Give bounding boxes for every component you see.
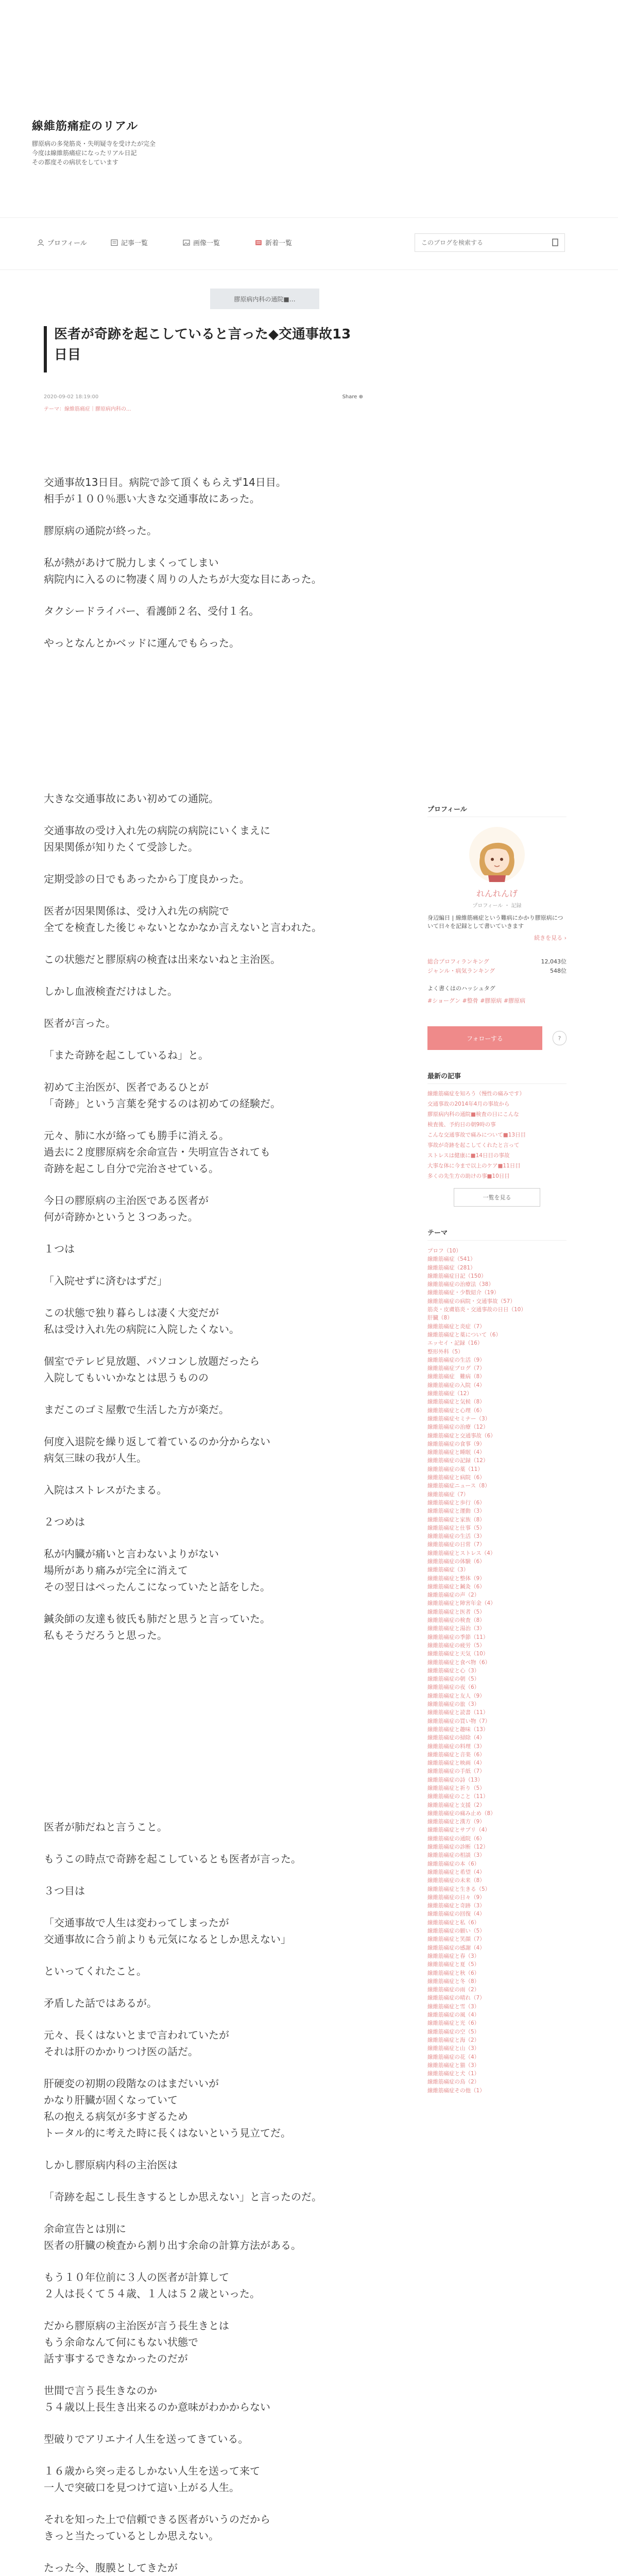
paragraph-line: しかし血液検査だけはした。 [44,985,178,997]
nav-news-list[interactable] [255,238,292,247]
theme-link[interactable]: 線維筋痛症と鍼灸（6） [427,1583,485,1590]
article-paragraph [44,2431,363,2447]
theme-link[interactable]: 線維筋痛症（541） [427,1256,476,1263]
article-paragraph [44,1127,363,1177]
search-input[interactable] [420,234,546,251]
paragraph-line: 私は受け入れ先の病院に入院したくない。 [44,1323,239,1335]
article-paragraph [44,1514,363,1530]
paragraph-line: きっと当たっているとしか思えない。 [44,2530,219,2542]
paragraph-line: 場所があり痛みが完全に消えて [44,1564,188,1577]
news-icon [255,239,262,246]
paragraph-line: 個室でテレビ見放題、パソコンし放題だったら [44,1355,260,1367]
article-paragraph [44,635,363,651]
article-paragraph [44,951,363,968]
theme-list [427,1247,566,2095]
article-paragraph [44,2560,363,2576]
theme-link[interactable]: 線維筋痛症と心理（6） [427,1407,485,1414]
theme-link[interactable]: 線維筋痛症の記録（12） [427,1458,489,1464]
theme-link[interactable]: 線維筋痛症と雪（3） [427,2003,480,2010]
theme-link[interactable]: 線維筋痛症と犬（1） [427,2071,480,2077]
paragraph-line: それは肝のかかりつけ医の話だ。 [44,2045,198,2058]
theme-link[interactable]: 線維筋痛症と映画（4） [427,1760,485,1767]
paragraph-line: １つは [44,1243,75,1255]
paragraph-line: それを知った上で信頼できる医者がいうのだから [44,2513,270,2526]
theme-link[interactable]: 線維筋痛症と夏（5） [427,1961,480,1968]
article-paragraph [44,1401,363,1418]
recent-article-link[interactable]: 大事な体に今まで以上のケア■11日目 [427,1163,521,1169]
theme-link[interactable]: 線維筋痛症の疲労（5） [427,1642,485,1649]
person-icon [37,239,44,246]
theme-link[interactable]: 線維筋痛症の願い（5） [427,1928,485,1935]
theme-link[interactable]: 線維筋痛症と漢方（9） [427,1819,485,1825]
theme-link[interactable]: 線維筋痛症と食べ物（6） [427,1659,491,1666]
paragraph-line: 交通事故に合う前よりも元気になるとしか思えない」 [44,1933,291,1945]
profile-subtitle[interactable]: プロフィール ・ 記録 [472,903,522,909]
theme-link[interactable]: 線維筋痛症 難病（8） [427,1374,485,1380]
nav-image-list[interactable] [183,238,220,247]
paragraph-line: 私もそうだろうと思った。 [44,1629,167,1641]
paragraph-line: 医者が言った。 [44,1017,116,1029]
theme-link[interactable]: 線維筋痛症と笑顔（7） [427,1936,485,1943]
theme-link[interactable]: 線維筋痛症ニュース（8） [427,1483,490,1489]
paragraph-line: まだこのゴミ屋敷で生活した方が楽だ。 [44,1403,229,1416]
theme-link[interactable]: 線維筋痛症と整体（9） [427,1575,485,1582]
recent-list [427,1090,566,1180]
profile-more-link[interactable]: 続きを見る › [534,935,566,941]
theme-link[interactable]: 線維筋痛症（7） [427,1491,469,1498]
paragraph-line: 何が奇跡かというと３つあった。 [44,1211,198,1223]
paragraph-line: 交通事故の受け入れ先の病院の病院にいくまえに [44,824,270,837]
article-paragraph [44,603,363,619]
site-description [32,139,156,167]
paragraph-line: 膠原病の通院が終った。 [44,524,157,537]
theme-link[interactable]: 線維筋痛症セミナー（3） [427,1415,491,1422]
paragraph-line: 病院内に入るのに物凄く周りの人たちが大変な目にあった。 [44,573,322,585]
article-paragraph [44,1273,363,1289]
article-paragraph [44,2382,363,2415]
paragraph-line: ２つめは [44,1516,85,1528]
theme-link[interactable]: 線維筋痛症と秋（6） [427,1970,480,1976]
theme-link[interactable]: 線維筋痛症の夜（6） [427,1684,480,1691]
theme-link[interactable]: 線維筋痛症の入院（4） [427,1382,485,1388]
paragraph-line: 初めて主治医が、医者であるひとが [44,1081,209,1093]
theme-link[interactable]: 線維筋痛症と光（6） [427,2020,480,2027]
theme-link[interactable]: 線維筋痛症の風（4） [427,2012,480,2019]
theme-link[interactable]: 線維筋痛症と私（6） [427,1919,480,1926]
hashtag-list[interactable]: #ショーグン #整骨 #膠原病 #膠原病 [427,997,526,1004]
paragraph-line: 元々、長くはないとまで言われていたが [44,2029,229,2041]
theme-link[interactable]: 線維筋痛症と歩行（6） [427,1499,485,1506]
paragraph-line: 「また奇跡を起こしているね」と。 [44,1049,209,1061]
help-button[interactable]: ? [553,1031,566,1045]
theme-link[interactable]: 線維筋痛症と読書（11） [427,1709,489,1716]
theme-link[interactable]: 線維筋痛症と春（3） [427,1953,480,1959]
theme-link[interactable]: 線維筋痛症の感謝（4） [427,1944,485,1951]
paragraph-line: トータル的に考えた時に長くはないという見立てだ。 [44,2127,291,2139]
paragraph-line: 大きな交通事故にあい初めての通院。 [44,792,219,805]
article-paragraph [44,2075,363,2141]
paragraph-line: その翌日はぺったんこになっていたと話をした。 [44,1581,270,1593]
article-paragraph [44,2463,363,2496]
nav-label: 画像一覧 [193,240,220,247]
theme-link[interactable]: 線維筋痛症の検査（8） [427,1617,485,1624]
theme-link[interactable]: 線維筋痛症とストレス（4） [427,1550,496,1556]
article-paragraph [44,1914,363,1947]
theme-link[interactable]: 線維筋痛症の日常（7） [427,1541,485,1548]
paragraph-line: たった今、腹膜としてきたが [44,2562,178,2574]
ranking-stats [427,957,566,976]
paragraph-line: 肝硬変の初期の段階なのはまだいいが [44,2077,219,2090]
theme-link[interactable]: 線維筋痛症の薬（11） [427,1466,483,1472]
theme-link[interactable]: 線維筋痛症と祈り（5） [427,1785,485,1791]
paragraph-line: 矛盾した話ではあるが。 [44,1997,157,2009]
ranking-row[interactable]: 総合プロフィランキング 12,043位 [427,958,566,965]
article-paragraph [44,903,363,936]
article-paragraph [44,2157,363,2173]
theme-link[interactable]: 筋炎・皮膚筋炎・交通事故の日日（10） [427,1307,526,1313]
paragraph-line: 今日の膠原病の主治医である医者が [44,1194,209,1207]
theme-link[interactable]: 線維筋痛症と冬（8） [427,1978,480,1985]
theme-link[interactable]: 線維筋痛症と奇跡（3） [427,1903,485,1909]
post-date: 2020-09-02 18:19:00 [44,394,99,400]
article-paragraph [44,1819,363,1835]
theme-link[interactable]: 線維筋痛症その他（1） [427,2087,485,2094]
theme-link[interactable]: 線維筋痛症の鳥（2） [427,2079,480,2086]
site-description-line: 今度は線維筋痛症になったリアル日記 [32,149,137,157]
theme-link[interactable]: 線維筋痛症と睡眠（4） [427,1449,485,1456]
article-paragraph [44,1015,363,1031]
recent-heading: 最新の記事 [427,1071,566,1084]
theme-link[interactable]: 線維筋痛症の手紙（7） [427,1768,485,1775]
paragraph-line: 医者が肺だねと言うこと。 [44,1821,167,1833]
article-paragraph [44,871,363,887]
theme-link[interactable]: 線維筋痛症の相談（3） [427,1852,485,1859]
theme-link[interactable]: 線維筋痛症の未来（8） [427,1877,485,1884]
recent-article-link[interactable]: 交通事故の2014年4月の事故から [427,1101,510,1107]
theme-link[interactable]: 線維筋痛症と運動（3） [427,1508,485,1515]
article-paragraph [44,2027,363,2060]
theme-link[interactable]: プロフ（10） [427,1248,461,1254]
paragraph-line: しかし膠原病内科の主治医は [44,2159,178,2171]
paragraph-line: 医者の肝臓の検査から割り出す余命の計算方法がある。 [44,2239,301,2251]
paragraph-line: 交通事故13日目。病院で診て頂くもらえず14日目。 [44,476,286,488]
article-paragraph [44,2511,363,2544]
theme-link[interactable]: 線維筋痛症と生きる（5） [427,1886,491,1892]
article-paragraph [44,1047,363,1063]
global-nav [0,217,618,270]
profile-name[interactable]: れんれんげ [476,889,518,899]
paragraph-line: 余命宣告とは別に [44,2223,126,2235]
theme-link[interactable]: 線維筋痛症の回復（4） [427,1911,485,1918]
paragraph-line: 鍼灸師の友達も彼氏も肺だと思うと言っていた。 [44,1613,270,1625]
paragraph-line: この状態だと膠原病の検査は出来ないねと主治医。 [44,953,281,965]
theme-link[interactable]: 線維筋痛症と希望（4） [427,1869,485,1875]
paragraph-line: 私の抱える病気が多すぎるため [44,2110,188,2123]
paragraph-line: タクシードライバー、看護師２名、受付１名。 [44,605,260,617]
paragraph-line: といってくれたこと。 [44,1965,147,1977]
recent-article-link[interactable]: ストレスは健康に■14日目の事故 [427,1153,510,1159]
article-paragraph [44,1995,363,2011]
title-accent-bar [44,326,47,372]
article-paragraph [44,822,363,855]
paragraph-line: 「入院せずに済むはずだ」 [44,1275,167,1287]
article-paragraph [44,2189,363,2205]
theme-link[interactable]: 線維筋痛症と気候（8） [427,1399,485,1405]
recent-article-link[interactable]: 膠原病内科の通院■検査の日にこんな [427,1111,519,1117]
theme-link[interactable]: 線維筋痛症と交通事故（6） [427,1432,496,1439]
theme-link[interactable]: 線維筋痛症と支援（2） [427,1802,485,1808]
paragraph-line: 私が熱があけて脱力しまくってしまい [44,556,219,569]
paragraph-line: 型破りでアリエナイ人生を送ってきている。 [44,2433,249,2445]
paragraph-line: 医者が因果関係は、受け入れ先の病院で [44,905,229,917]
theme-link[interactable]: 線維筋痛症と炎症（7） [427,1323,485,1330]
theme-link[interactable]: 線維筋痛症の詩（13） [427,1776,483,1783]
site-title[interactable]: 線維筋痛症のリアル [32,120,139,133]
paragraph-line: この状態で独り暮らしは凄く大変だが [44,1307,219,1319]
paragraph-line: 定期受診の日でもあったから丁度良かった。 [44,873,250,885]
nav-article-list[interactable] [111,238,148,247]
theme-link[interactable]: 線維筋痛症の生活（9） [427,1357,485,1363]
nav-label: 記事一覧 [121,240,148,247]
paragraph-line: 因果関係が知りたくて受診した。 [44,841,198,853]
theme-link[interactable]: 線維筋痛症日記（150） [427,1273,487,1279]
avatar[interactable] [469,826,525,883]
theme-link[interactable]: 線維筋痛症と病院（6） [427,1475,485,1481]
theme-link[interactable]: 線維筋痛症と趣味（13） [427,1726,489,1733]
paragraph-line: 病気三昧の我が人生。 [44,1452,147,1464]
article-paragraph [44,1353,363,1386]
paragraph-line: 過去に２度膠原病を余命宣告・失明宣告されても [44,1146,270,1158]
article-paragraph [44,790,363,807]
recent-article-link[interactable]: 事故が奇跡を起こしてくれたと言って [427,1142,520,1148]
theme-link[interactable]: 線維筋痛症と天気（10） [427,1651,489,1657]
theme-link[interactable]: 線維筋痛症の声（2） [427,1592,480,1599]
article-paragraph [44,1433,363,1466]
site-description-line: 膠原病の多発筋炎・失明疑寺を受けたが完全 [32,140,156,147]
paragraph-line: だから膠原病の主治医が言う長生きとは [44,2319,229,2332]
article-paragraph [44,554,363,587]
theme-link[interactable]: 線維筋痛症の生活（3） [427,1533,485,1540]
paragraph-line: ２人は長くて５４歳、１人は５２歳といった。 [44,2287,260,2300]
theme-link[interactable]: 線維筋痛症の季節（11） [427,1634,489,1640]
theme-link[interactable]: 線維筋痛症と海（2） [427,2037,480,2043]
category-breadcrumb[interactable]: 膠原病内科の通院■… [210,289,319,309]
theme-link[interactable]: 整形外科（5） [427,1348,464,1355]
paragraph-line: 世間で言う長生きなのか [44,2384,157,2397]
paragraph-line: 私が内臓が痛いと言わないよりがない [44,1548,219,1560]
paragraph-line: 「奇跡」という言葉を発するのは初めての経験だ。 [44,1097,281,1110]
theme-link[interactable]: 線維筋痛症のこと（11） [427,1793,489,1800]
theme-link[interactable]: 線維筋痛症の料理（3） [427,1743,485,1750]
article-paragraph [44,1883,363,1899]
paragraph-line: 「奇跡を起こし長生きするとしか思えない」と言ったのだ。 [44,2191,322,2203]
article-paragraph [44,2269,363,2302]
theme-link[interactable]: 線維筋痛症と友人（9） [427,1692,485,1699]
theme-heading: テーマ [427,1227,566,1241]
article-paragraph [44,1192,363,1225]
paragraph-line: 何度入退院を繰り返して着ているのか分からない [44,1435,270,1448]
search-box [415,233,565,252]
theme-link[interactable]: 線維筋痛症の本（6） [427,1860,480,1867]
paragraph-line: もう１０年位前に３人の医者が計算して [44,2271,229,2283]
theme-link[interactable]: 線維筋痛症（12） [427,1391,472,1397]
paragraph-line: 入院はストレスがたまる。 [44,1484,167,1496]
theme-link[interactable]: 線維筋痛症と医者（5） [427,1608,485,1615]
hashtag-heading: よく書くはのハッシュタグ [427,985,495,992]
article-paragraph [44,983,363,999]
article-paragraph [44,474,363,507]
paragraph-line: ３つ目は [44,1885,85,1897]
theme-link[interactable]: 線維筋痛症の診断（12） [427,1844,489,1851]
theme-link[interactable]: 線維筋痛症の治療（12） [427,1424,489,1431]
article-body [44,474,363,2576]
theme-link[interactable]: 線維筋痛症の食事（9） [427,1440,485,1447]
theme-link[interactable]: 線維筋痛症と猫（3） [427,2062,480,2069]
theme-link[interactable]: 線維筋痛症の朝（5） [427,1676,480,1683]
theme-link[interactable]: 線維筋痛症の通院（6） [427,1835,485,1842]
article-paragraph [44,2221,363,2253]
follow-row [427,1026,566,1050]
paragraph-line: 「交通事故で人生は変わってしまったが [44,1917,229,1929]
recent-article-link[interactable]: 検査後、予約日の朝9時の事 [427,1122,496,1128]
paragraph-line: 全てを検査した後じゃないとなかなか言えないと言われた。 [44,921,322,934]
paragraph-line: 相手が１００％悪い大きな交通事故にあった。 [44,493,260,505]
theme-link[interactable]: 線維筋痛症の雨（2） [427,1987,480,1993]
theme-link[interactable]: エッセイ・記録（16） [427,1340,483,1347]
theme-link[interactable]: 線維筋痛症の買い物（7） [427,1718,491,1724]
page-title: 医者が奇跡を起こしていると言った◆交通事故13日目 [54,327,351,363]
nav-label: 新着一覧 [265,240,293,247]
paragraph-line: 奇跡を起こし自分で完治させている。 [44,1162,219,1175]
paragraph-line: もう余命なんて何にもない状態で [44,2336,198,2348]
article-paragraph [44,1611,363,1643]
theme-link[interactable]: 線維筋痛症と家族（8） [427,1516,485,1523]
recent-article-link[interactable]: こんな交通事故で痛みについて■13日目 [427,1132,526,1138]
paragraph-line: 元々、肺に水が絡っても勝手に消える。 [44,1129,229,1142]
theme-link[interactable]: 線維筋痛症の晴れ（7） [427,1995,485,2002]
search-icon[interactable] [551,238,560,247]
theme-link[interactable]: 線維筋痛症ブログ（7） [427,1365,485,1372]
theme-link[interactable]: 線維筋痛症の体験（6） [427,1558,485,1565]
theme-link[interactable]: 線維筋痛症（3） [427,1567,469,1573]
theme-link[interactable]: 線維筋痛症と湯治（3） [427,1625,485,1632]
theme-link[interactable]: 線維筋痛症・少数紹介（19） [427,1290,500,1296]
article-theme-link[interactable]: テーマ：線維筋痛症｜膠原病内科の... [44,406,131,412]
article-paragraph [44,522,363,539]
theme-link[interactable]: 線維筋痛症の旅（3） [427,1701,480,1708]
theme-link[interactable]: 線維筋痛症と薬について（6） [427,1331,501,1338]
paragraph-line: もうこの時点で奇跡を起こしているとも医者が言った。 [44,1853,301,1865]
ranking-row[interactable]: ジャンル・病気ランキング 548位 [427,968,566,974]
nav-label: プロフィール [47,240,87,247]
article-paragraph [44,1963,363,1979]
paragraph-line: 入院してもいいかなとは思うものの [44,1371,209,1384]
share-button[interactable]: Share ⊕ [342,394,363,400]
paragraph-line: ５４歳以上長生き出来るのか意味がわかからない [44,2401,270,2413]
article-paragraph [44,1851,363,1867]
paragraph-line: 一人で突破口を見つけて這い上がる人生。 [44,2481,239,2494]
article-paragraph [44,1482,363,1498]
paragraph-line: やっとなんとかベッドに運んでもらった。 [44,637,239,649]
theme-link[interactable]: 線維筋痛症の日々（9） [427,1894,485,1901]
paragraph-line: かなり肝臓が固くなっていて [44,2094,178,2106]
nav-profile[interactable] [37,238,87,247]
paragraph-line: １６歳から突っ走るしかない人生を送って来て [44,2465,260,2477]
theme-link[interactable]: 線維筋痛症の治療法（38） [427,1281,494,1288]
theme-link[interactable]: 線維筋痛症と山（3） [427,2045,480,2052]
sidebar [427,804,566,2095]
article-paragraph [44,2317,363,2367]
list-icon [111,239,118,246]
theme-link[interactable]: 線維筋痛症の空（5） [427,2028,480,2035]
article-paragraph [44,1546,363,1595]
article-paragraph [44,1241,363,1257]
article-paragraph [44,1079,363,1112]
theme-link[interactable]: 線維筋痛症の掃除（4） [427,1735,485,1741]
paragraph-line: 話す事するできなかったのだが [44,2352,188,2365]
theme-link[interactable]: 線維筋痛症の痛み止め（8） [427,1810,496,1817]
profile-text: 身辺編日 | 線維筋痛症という難病にかかり膠原病について日々を記録として書いていきます [427,914,563,929]
article-paragraph [44,1304,363,1337]
site-description-line: その都度その病状をしています [32,159,119,166]
theme-link[interactable]: 線維筋痛症と音楽（6） [427,1751,485,1758]
recent-article-link[interactable]: 線維筋痛症を知ろう（慢性の痛みです） [427,1091,525,1097]
image-icon [183,239,190,246]
theme-link[interactable]: 線維筋痛症の病院・交通事故（57） [427,1298,516,1304]
theme-link[interactable]: 線維筋痛症とサプリ（4） [427,1827,490,1834]
recent-article-link[interactable]: 多くの先生方の助けの事■10日目 [427,1173,510,1179]
theme-link[interactable]: 肝臓（8） [427,1315,453,1321]
theme-link[interactable]: 線維筋痛症の花（4） [427,2054,480,2060]
profile-heading: プロフィール [427,804,566,817]
recent-more-button[interactable]: 一覧を見る [454,1188,540,1207]
theme-link[interactable]: 線維筋痛症と心（3） [427,1667,480,1674]
theme-link[interactable]: 線維筋痛症と障害年金（4） [427,1600,496,1607]
theme-link[interactable]: 線維筋痛症と仕事（5） [427,1524,485,1531]
follow-button[interactable]: フォローする [427,1026,542,1050]
theme-link[interactable]: 線維筋痛症（281） [427,1264,476,1271]
